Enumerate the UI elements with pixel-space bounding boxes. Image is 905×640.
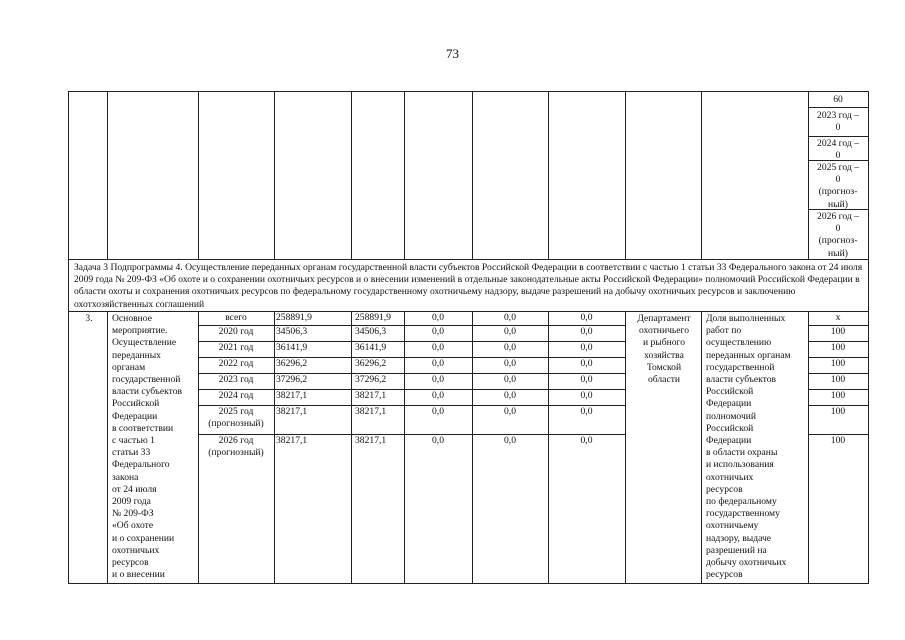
regional-cell: 36296,2	[355, 358, 387, 369]
column-divider	[351, 91, 352, 259]
period-cell: 2024 год	[218, 390, 254, 401]
top-value-cell: 2026 год – 0 (прогноз- ный)	[817, 211, 859, 259]
other-cell: 0,0	[580, 374, 593, 385]
federal-cell: 0,0	[432, 435, 444, 446]
top-value-cell: 2025 год – 0 (прогноз- ный)	[817, 162, 859, 210]
local-cell: 0,0	[504, 342, 516, 353]
federal-cell: 0,0	[432, 374, 444, 385]
federal-cell: 0,0	[432, 312, 444, 323]
table-border-bottom	[68, 583, 869, 584]
value-cell: 100	[830, 435, 846, 446]
cell-divider	[808, 136, 868, 137]
federal-cell: 0,0	[432, 390, 444, 401]
value-cell: х	[835, 312, 841, 323]
other-cell: 0,0	[580, 406, 593, 417]
total-cell: 38217,1	[276, 435, 308, 446]
local-cell: 0,0	[504, 358, 516, 369]
regional-cell: 258891,9	[355, 312, 391, 323]
total-cell: 36296,2	[276, 358, 308, 369]
activity-name: Основное мероприятие. Осуществление переданных органам государственной власти субъектов Российской Федерации в соответствии с частью 1 статьи 33 Федерального закона от 24 июля 2009 года № 209-ФЗ «Об охоте и о сохранении охотничьих ресурсов и о внесении	[112, 313, 183, 581]
indicator-name: Доля выполненных работ по осуществлению переданных органам государственной власти субъектов Российской Федерации полномочий Российской Федерации в области охраны и использования охотничьих ресурсов по федеральному государственному охотничьему надзору, выдаче разрешений на добычу охотничьих ресурсов	[706, 313, 791, 581]
local-cell: 0,0	[504, 312, 516, 323]
table-border-left	[68, 91, 69, 583]
regional-cell: 37296,2	[355, 374, 387, 385]
column-divider	[198, 91, 199, 259]
other-cell: 0,0	[580, 342, 593, 353]
top-value-cell: 60	[833, 94, 843, 105]
column-divider	[548, 91, 549, 259]
value-cell: 100	[830, 406, 846, 417]
local-cell: 0,0	[504, 435, 516, 446]
column-divider	[472, 91, 473, 259]
column-divider	[274, 91, 275, 259]
top-value-cell: 2024 год – 0	[817, 138, 859, 162]
federal-cell: 0,0	[432, 326, 444, 337]
total-cell: 38217,1	[276, 406, 308, 417]
regional-cell: 38217,1	[355, 406, 387, 417]
value-cell: 100	[830, 390, 846, 401]
column-divider	[274, 311, 275, 583]
local-cell: 0,0	[504, 390, 516, 401]
column-divider	[701, 311, 702, 583]
value-cell: 100	[830, 326, 846, 337]
top-value-cell: 2023 год – 0	[817, 110, 859, 134]
local-cell: 0,0	[504, 374, 516, 385]
total-cell: 258891,9	[276, 312, 312, 323]
regional-cell: 38217,1	[355, 390, 387, 401]
row-number: 3.	[85, 313, 93, 324]
column-divider	[107, 91, 108, 259]
period-cell: 2021 год	[218, 342, 254, 353]
other-cell: 0,0	[580, 435, 593, 446]
table-border-top	[68, 91, 868, 92]
executor: Департамент охотничьего и рыбного хозяйства Томской области	[637, 313, 691, 386]
column-divider	[404, 91, 405, 259]
total-cell: 37296,2	[276, 374, 308, 385]
column-divider	[107, 311, 108, 583]
other-cell: 0,0	[580, 312, 593, 323]
period-cell: 2026 год (прогнозный)	[208, 435, 264, 459]
local-cell: 0,0	[504, 406, 516, 417]
column-divider	[625, 311, 626, 583]
total-cell: 38217,1	[276, 390, 308, 401]
task-heading: Задача 3 Подпрограммы 4. Осуществление переданных органам государственной власти субъектов Российской Федерации в соответствии с частью 1 статьи 33 Федерального закона от 24 июля 2009 года № 209-ФЗ «Об охоте и о сохранении охотничьих ресурсов и о внесении изменений в отдельные законодательные акты Российской Федерации» полномочий Российской Федерации в области охоты и сохранения охотничьих ресурсов по федеральному государственному охотничьему надзору, выдаче разрешений на добычу охотничьих ресурсов и заключению охотхозяйственных соглашений	[74, 262, 863, 310]
local-cell: 0,0	[504, 326, 516, 337]
period-cell: 2025 год (прогнозный)	[208, 406, 264, 430]
cell-divider	[808, 107, 868, 108]
other-cell: 0,0	[580, 390, 593, 401]
federal-cell: 0,0	[432, 358, 444, 369]
row-divider	[68, 259, 868, 260]
table-border-right	[868, 91, 869, 584]
regional-cell: 38217,1	[355, 435, 387, 446]
value-cell: 100	[830, 374, 846, 385]
period-cell: всего	[225, 312, 247, 323]
total-cell: 34506,3	[276, 326, 308, 337]
regional-cell: 34506,3	[355, 326, 387, 337]
federal-cell: 0,0	[432, 406, 444, 417]
value-cell: 100	[830, 342, 846, 353]
other-cell: 0,0	[580, 326, 593, 337]
value-cell: 100	[830, 358, 846, 369]
column-divider	[625, 91, 626, 259]
period-cell: 2020 год	[218, 326, 254, 337]
federal-cell: 0,0	[432, 342, 444, 353]
total-cell: 36141,9	[276, 342, 308, 353]
period-cell: 2022 год	[218, 358, 254, 369]
regional-cell: 36141,9	[355, 342, 387, 353]
column-divider	[701, 91, 702, 259]
other-cell: 0,0	[580, 358, 593, 369]
column-divider	[351, 311, 352, 583]
period-cell: 2023 год	[218, 374, 254, 385]
page-number: 73	[446, 46, 459, 61]
